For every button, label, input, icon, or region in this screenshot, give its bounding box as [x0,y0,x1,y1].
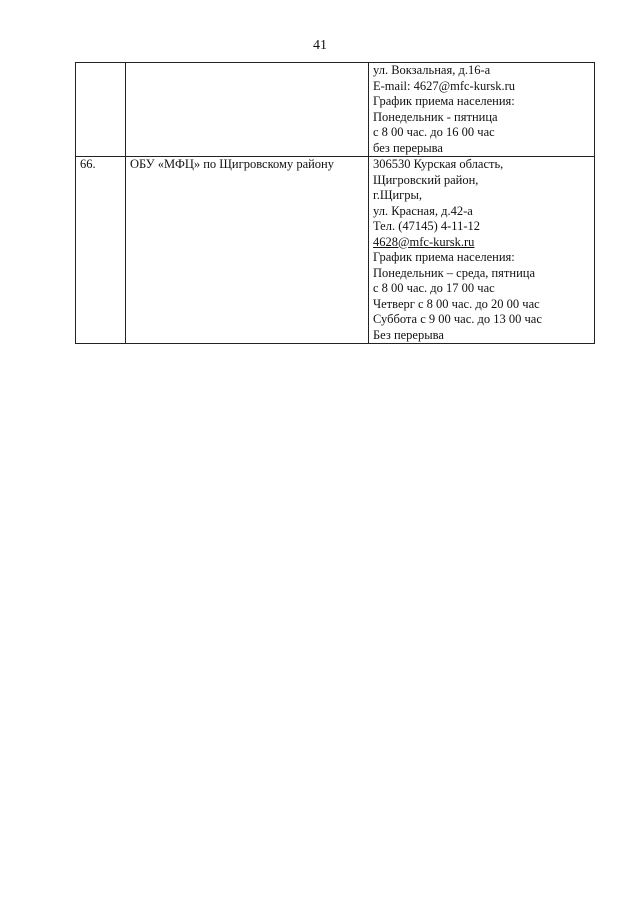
email-link[interactable]: 4628@mfc-kursk.ru [373,234,475,249]
schedule-break: без перерыва [373,140,443,155]
address-district: Щигровский район, [373,172,479,187]
mfc-table [75,62,595,344]
organization-name-cell [126,63,369,157]
table-row [76,157,595,344]
schedule-break: Без перерыва [373,327,444,342]
schedule-hours: с 8 00 час. до 16 00 час [373,125,495,139]
page-number: 41 [313,38,327,53]
contact-info-cell [369,63,595,157]
schedule-thursday: Четверг с 8 00 час. до 20 00 час [373,296,540,311]
schedule-hours: с 8 00 час. до 17 00 час [373,281,495,295]
schedule-days: Понедельник - пятница [373,109,498,124]
email-line: E-mail: 4627@mfc-kursk.ru [373,78,516,93]
address-postal: 306530 Курская область, [373,157,504,171]
schedule-heading: График приема населения: [373,250,515,264]
address-street: ул. Красная, д.42-а [373,203,473,218]
schedule-days: Понедельник – среда, пятница [373,265,536,280]
phone-line: Тел. (47145) 4-11-12 [373,219,481,233]
schedule-saturday: Суббота с 9 00 час. до 13 00 час [373,312,542,326]
address-city: г.Щигры, [373,188,423,202]
row-number-cell: 66. [76,157,126,344]
address-street: ул. Вокзальная, д.16-а [373,63,491,77]
schedule-heading: График приема населения: [373,94,515,108]
contact-info-cell [369,157,595,344]
organization-name-cell: ОБУ «МФЦ» по Щигровскому району [126,157,369,344]
table-row [76,63,595,157]
row-number-cell [76,63,126,157]
